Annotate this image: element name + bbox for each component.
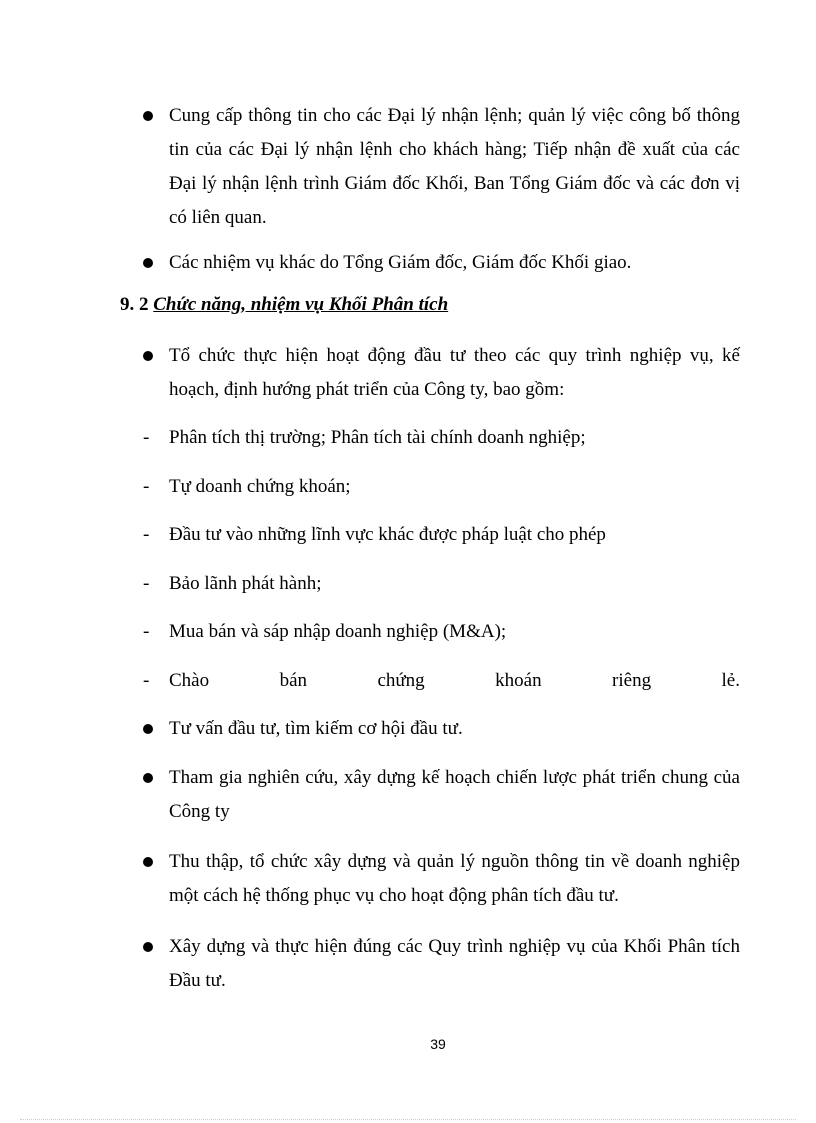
bullet-marker [143,942,153,952]
section-number: 9. 2 [120,294,149,315]
bullet-text: Các nhiệm vụ khác do Tổng Giám đốc, Giám đốc Khối giao. [169,252,632,273]
bullet-marker [143,773,153,783]
bullet-text: Tổ chức thực hiện hoạt động đầu tư theo các quy trình nghiệp vụ, kế hoạch, định hướng phát triển của Công ty, bao gồm: [169,345,740,400]
page-number: 39 [430,1036,446,1052]
bullet-text: Xây dựng và thực hiện đúng các Quy trình nghiệp vụ của Khối Phân tích Đầu tư. [169,936,740,991]
dash-item-text: Mua bán và sáp nhập doanh nghiệp (M&A); [169,621,507,642]
bullet-marker [143,111,153,121]
dash-marker: - [143,524,150,545]
dash-item-text: Tự doanh chứng khoán; [169,476,351,497]
section-title: Chức năng, nhiệm vụ Khối Phân tích [153,294,449,315]
dash-marker: - [143,621,150,642]
bullet-text: Tham gia nghiên cứu, xây dựng kế hoạch chiến lược phát triển chung của Công ty [169,767,740,822]
spread-word: khoán [495,670,542,691]
spread-word: riêng [612,670,652,691]
bullet-text: Cung cấp thông tin cho các Đại lý nhận lệnh; quản lý việc công bố thông tin của các Đại lý nhận lệnh cho khách hàng; Tiếp nhận đề xuất của các Đại lý nhận lệnh trình Giám đốc Khối, Ban Tổng Giám đốc và các đơn vị có liên quan. [169,105,740,228]
spread-word: Chào [169,670,210,691]
bullet-marker [143,724,153,734]
dash-marker: - [143,670,150,691]
section-heading [120,292,448,318]
bullet-text: Tư vấn đầu tư, tìm kiếm cơ hội đầu tư. [169,718,463,739]
bullet-marker [143,857,153,867]
bullet-marker [143,351,153,361]
dash-item-text: Bảo lãnh phát hành; [169,573,322,594]
spread-word: chứng [377,670,425,691]
spread-word: bán [279,670,307,691]
spread-word: lẻ. [721,670,740,691]
dash-item-spread [169,664,740,698]
bullet-marker [143,258,153,268]
dash-item-text: Đầu tư vào những lĩnh vực khác được pháp luật cho phép [169,524,606,545]
dash-item-text: Phân tích thị trường; Phân tích tài chính doanh nghiệp; [169,427,586,448]
dash-marker: - [143,476,150,497]
footer-divider [20,1119,796,1120]
bullet-text: Thu thập, tổ chức xây dựng và quản lý nguồn thông tin về doanh nghiệp một cách hệ thống phục vụ cho hoạt động phân tích đầu tư. [169,851,740,906]
dash-marker: - [143,427,150,448]
dash-marker: - [143,573,150,594]
